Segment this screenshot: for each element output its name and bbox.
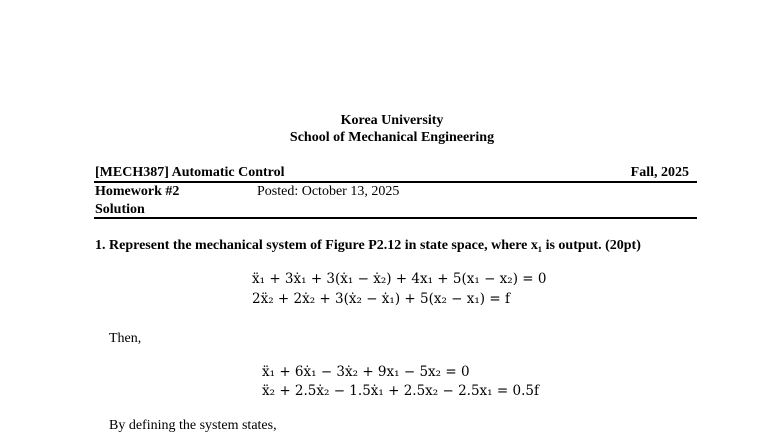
university-name: Korea University <box>340 113 444 128</box>
equation-1b: 2ẍ₂ + 2ẋ₂ + 3(ẋ₂ − ẋ₁) + 5(x₂ − x₁) = f <box>252 291 510 307</box>
then-text: Then, <box>109 331 142 346</box>
header-rule-top <box>94 181 697 183</box>
school-name: School of Mechanical Engineering <box>289 130 495 145</box>
term: Fall, 2025 <box>630 165 689 180</box>
equation-1a: ẍ₁ + 3ẋ₁ + 3(ẋ₁ − ẋ₂) + 4x₁ + 5(x₁ − x₂) = 0 <box>252 271 547 287</box>
equation-2b: ẍ₂ + 2.5ẋ₂ − 1.5ẋ₁ + 2.5x₂ − 2.5x₁ = 0.5f <box>262 383 539 399</box>
problem-statement: 1. Represent the mechanical system of Figure P2.12 in state space, where x₁ is output. (20pt) <box>95 238 641 253</box>
homework-label: Homework #2 <box>95 184 180 199</box>
equation-2a: ẍ₁ + 6ẋ₁ − 3ẋ₂ + 9x₁ − 5x₂ = 0 <box>262 364 470 380</box>
solution-label: Solution <box>95 202 145 217</box>
posted-date: Posted: October 13, 2025 <box>257 184 400 199</box>
by-defining-text: By defining the system states, <box>109 418 277 433</box>
header-rule-bottom <box>94 217 697 219</box>
course-title: [MECH387] Automatic Control <box>95 165 285 180</box>
